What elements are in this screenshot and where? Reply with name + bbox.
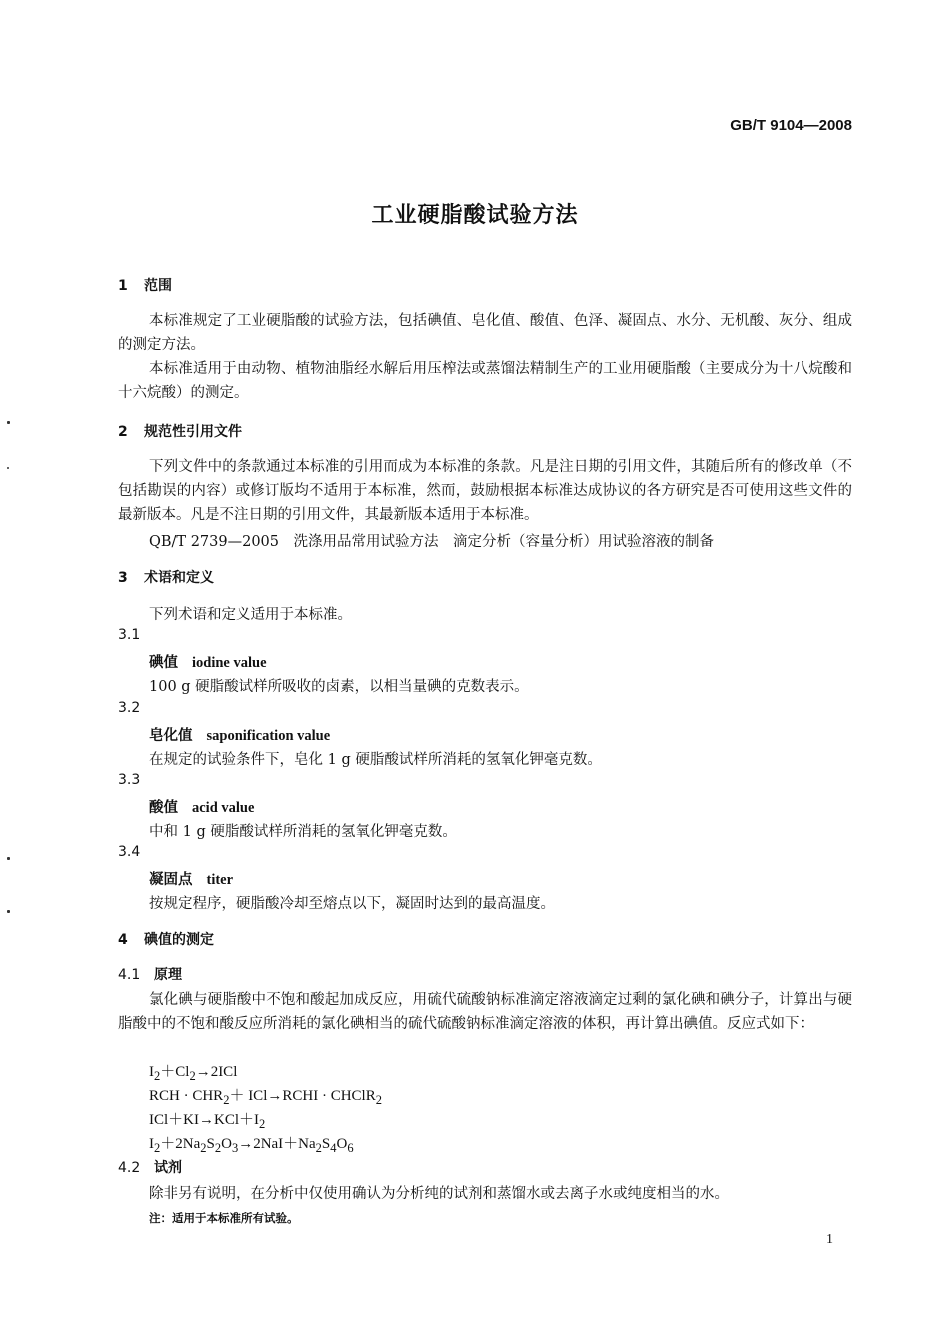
margin-mark <box>7 467 9 469</box>
reaction-equation-2: RCH · $CHR_2+$ ICl→RCHI · CHClR$_2$ <box>149 1088 382 1107</box>
reaction-equation-3: $ICl+KI\to KCl+I_2$ <box>149 1112 266 1131</box>
section-number: 3 <box>118 570 128 586</box>
section-title: 规范性引用文件 <box>144 424 242 440</box>
term-number: 3.1 <box>118 627 141 643</box>
term-name <box>149 868 233 889</box>
section-1-heading <box>118 275 172 295</box>
subsection-number: 4.1 <box>118 967 141 983</box>
page-number: 1 <box>826 1232 833 1247</box>
section-2-heading <box>118 421 242 441</box>
term-definition: 按规定程序，硬脂酸冷却至熔点以下，凝固时达到的最高温度。 <box>149 896 555 912</box>
subsection-number: 4.2 <box>118 1160 141 1176</box>
subsection-4-1-heading <box>118 964 182 984</box>
normative-reference: QB/T 2739—2005 洗涤用品常用试验方法 滴定分析（容量分析）用试验溶液的制备 <box>149 534 715 550</box>
margin-mark <box>7 910 10 913</box>
term-name-en: iodine value <box>192 655 267 671</box>
term-definition: 在规定的试验条件下，皂化 1 g 硬脂酸试样所消耗的氢氧化钾毫克数。 <box>149 752 602 768</box>
term-name-zh: 凝固点 <box>149 872 193 888</box>
section-number: 4 <box>118 932 128 948</box>
section-3-intro: 下列术语和定义适用于本标准。 <box>149 607 352 623</box>
term-name-en: acid value <box>192 800 255 816</box>
subsection-4-2-paragraph: 除非另有说明，在分析中仅使用确认为分析纯的试剂和蒸馏水或去离子水或纯度相当的水。 <box>149 1186 729 1202</box>
margin-mark <box>7 421 10 424</box>
term-name-en: saponification value <box>206 728 331 744</box>
section-2-paragraph-1: 下列文件中的条款通过本标准的引用而成为本标准的条款。凡是注日期的引用文件，其随后所有的修改单（不包括勘误的内容）或修订版均不适用于本标准，然而，鼓励根据本标准达成协议的各方研究是否可使用这些文件的最新版本。凡是不注日期的引用文件，其最新版本适用于本标准。 <box>118 459 852 523</box>
term-name-zh: 皂化值 <box>149 728 193 744</box>
section-title: 范围 <box>144 278 172 294</box>
document-title: 工业硬脂酸试验方法 <box>371 203 579 228</box>
subsection-4-1-paragraph: 氯化碘与硬脂酸中不饱和酸起加成反应，用硫代硫酸钠标准滴定溶液滴定过剩的氯化碘和碘分子，计算出与硬脂酸中的不饱和酸反应所消耗的氯化碘相当的硫代硫酸钠标准滴定溶液的体积，再计算出碘值。反应式如下： <box>118 992 852 1032</box>
standard-code: GB/T 9104—2008 <box>730 117 852 134</box>
section-number: 1 <box>118 278 128 294</box>
subsection-4-2-heading <box>118 1157 182 1177</box>
note: 注：适用于本标准所有试验。 <box>149 1211 299 1225</box>
term-name-en: titer <box>206 872 234 888</box>
term-name <box>149 651 267 672</box>
term-number: 3.4 <box>118 844 141 860</box>
term-name-zh: 酸值 <box>149 800 178 816</box>
section-4-heading <box>118 929 214 949</box>
term-name-zh: 碘值 <box>149 655 178 671</box>
subsection-title: 原理 <box>154 967 182 983</box>
reaction-equation-4: $I_2+2Na_2S_2O_3\to 2NaI+Na_2S_4O_6$ <box>149 1136 354 1155</box>
term-name <box>149 796 254 817</box>
subsection-title: 试剂 <box>154 1160 182 1176</box>
section-title: 碘值的测定 <box>144 932 214 948</box>
term-number: 3.3 <box>118 772 141 788</box>
term-definition: 中和 1 g 硬脂酸试样所消耗的氢氧化钾毫克数。 <box>149 824 457 840</box>
section-1-paragraph-1: 本标准规定了工业硬脂酸的试验方法，包括碘值、皂化值、酸值、色泽、凝固点、水分、无机酸、灰分、组成的测定方法。 <box>118 313 852 353</box>
term-definition: 100 g 硬脂酸试样所吸收的卤素，以相当量碘的克数表示。 <box>149 679 529 695</box>
term-name <box>149 724 330 745</box>
section-number: 2 <box>118 424 128 440</box>
section-3-heading <box>118 567 214 587</box>
margin-mark <box>7 857 10 860</box>
section-1-paragraph-2: 本标准适用于由动物、植物油脂经水解后用压榨法或蒸馏法精制生产的工业用硬脂酸（主要成分为十八烷酸和十六烷酸）的测定。 <box>118 361 852 401</box>
reaction-equation-1: $I_2+Cl_2\to 2ICl$ <box>149 1064 238 1083</box>
term-number: 3.2 <box>118 700 141 716</box>
section-title: 术语和定义 <box>144 570 214 586</box>
